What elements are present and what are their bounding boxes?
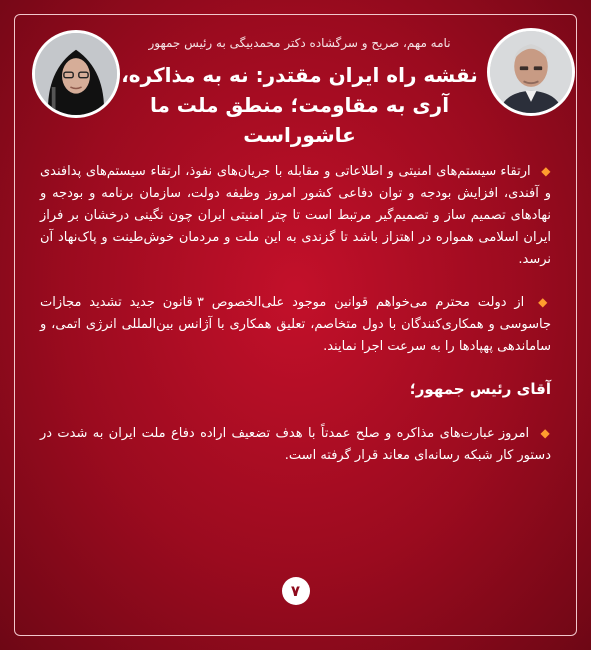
letter-body <box>40 160 551 487</box>
orange-diamond-bullet-icon: ◆ <box>538 295 551 309</box>
orange-diamond-bullet-icon: ◆ <box>540 426 551 440</box>
title-line-1: نقشه راه ایران مقتدر: نه به مذاکره، <box>121 63 478 87</box>
man-portrait-image <box>490 31 572 113</box>
paragraph-3-text: امروز عبارت‌های مذاکره و صلح عمدتاً با هدف تضعیف اراده دفاع ملت ایران به شدت در دستور کار شبکه رسانه‌ای معاند قرار گرفته است. <box>40 426 551 463</box>
orange-diamond-bullet-icon: ◆ <box>541 164 551 178</box>
header <box>120 36 479 150</box>
title-line-2: آری به مقاومت؛ منطق ملت ما عاشوراست <box>149 93 450 147</box>
woman-portrait-image <box>35 33 117 115</box>
paragraph-1-text: ارتقاء سیستم‌های امنیتی و اطلاعاتی و مقابله با جریان‌های نفوذ، ارتقاء سیستم‌های پدافندی و آفندی، افزایش بودجه و توان دفاعی کشور امروز وظیفه دولت، سازمان برنامه و بودجه و نهادهای تصمیم ساز و تصمیم‌گیر مرتبط است تا چتر امنیتی ایران چون نگینی درخشان بر فراز ایران اسلامی همواره در اهتزاز باشد تا گزندی به این ملت و مردمان خوش‌طینت و پاک‌نهاد آن نرسد. <box>40 164 551 267</box>
paragraph-2-text: از دولت محترم می‌خواهم قوانین موجود علی‌الخصوص ۳ قانون جدید تشدید مجازات جاسوسی و همکاری‌کنندگان با دول متخاصم، تعلیق همکاری با آژانس بین‌المللی انرژی اتمی، و ساماندهی پهپادها را به سرعت اجرا نمایند. <box>40 295 551 354</box>
portrait-author <box>32 30 120 118</box>
paragraph-1 <box>40 160 551 271</box>
portrait-president <box>487 28 575 116</box>
paragraph-3 <box>40 422 551 467</box>
subtitle: نامه مهم، صریح و سرگشاده دکتر محمدبیگی به رئیس جمهور <box>148 36 451 50</box>
paragraph-2 <box>40 291 551 358</box>
page-number-badge: ۷ <box>282 577 310 605</box>
section-heading: آقای رئیس جمهور؛ <box>409 380 551 398</box>
